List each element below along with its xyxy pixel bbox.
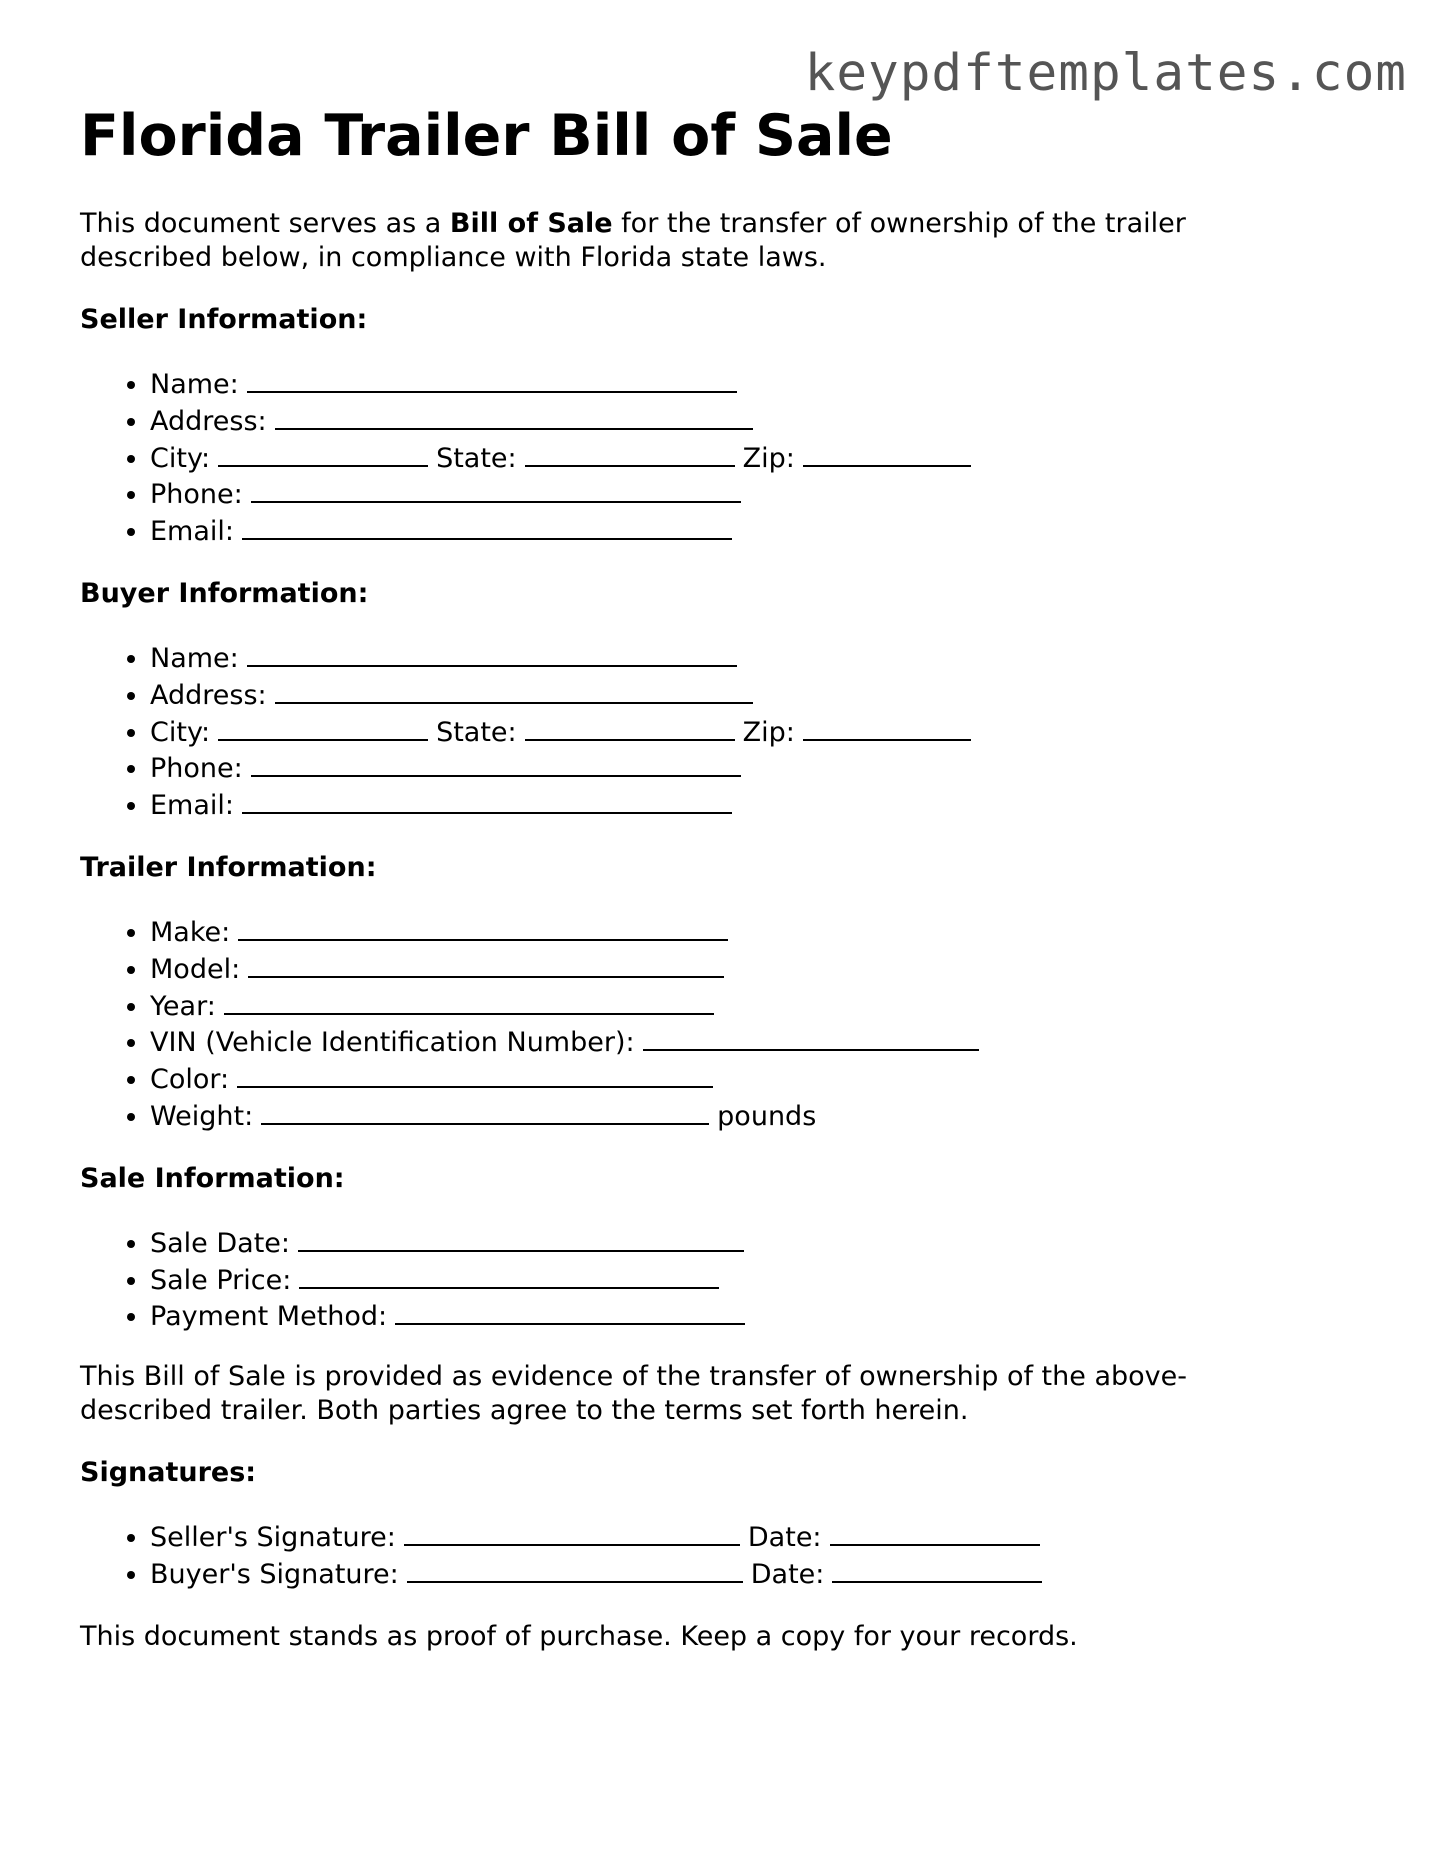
sale-date-label: Sale Date: [150,1227,291,1259]
seller-state-label: State: [436,442,517,474]
seller-email-label: Email: [150,516,235,548]
sale-date-field [150,1224,1380,1261]
seller-name-field [150,365,1380,402]
seller-phone-label: Phone: [150,479,243,511]
seller-email-field [150,512,1380,549]
buyer-email-field [150,786,1380,823]
trailer-color-label: Color: [150,1064,230,1096]
seller-city-state-zip-field [150,439,1380,476]
evidence-paragraph: This Bill of Sale is provided as evidence of the transfer of ownership of the above-described trailer. Both parties agree to the terms set forth herein. [80,1361,1187,1427]
trailer-vin-label: VIN (Vehicle Identification Number): [150,1027,635,1059]
trailer-fields [80,913,1380,1134]
buyer-address-label: Address: [150,679,267,711]
trailer-model-blank[interactable] [248,950,724,978]
seller-heading: Seller Information: [80,304,368,335]
payment-method-blank[interactable] [395,1297,745,1325]
seller-signature-field [150,1518,1380,1555]
trailer-make-field [150,913,1380,950]
seller-city-blank[interactable] [218,439,428,467]
buyer-phone-label: Phone: [150,753,243,785]
sale-heading: Sale Information: [80,1162,345,1194]
buyer-phone-field [150,749,1380,786]
buyer-email-blank[interactable] [242,786,732,814]
buyer-signature-field [150,1555,1380,1592]
signature-fields [80,1518,1380,1592]
seller-email-blank[interactable] [242,512,732,540]
trailer-weight-field [150,1097,1380,1134]
closing-paragraph: This document stands as proof of purchase. Keep a copy for your records. [80,1620,1078,1652]
seller-phone-blank[interactable] [251,475,741,503]
seller-signature-blank[interactable] [404,1518,740,1546]
seller-city-label: City: [150,442,211,474]
sale-date-blank[interactable] [298,1224,744,1252]
trailer-make-blank[interactable] [238,913,728,941]
buyer-signature-date-label: Date: [750,1558,825,1590]
trailer-weight-blank[interactable] [261,1097,709,1125]
buyer-fields [80,639,1380,823]
document-page [80,100,1380,1654]
document-title: Florida Trailer Bill of Sale [80,103,893,169]
trailer-vin-blank[interactable] [643,1023,979,1051]
buyer-name-label: Name: [150,642,239,674]
payment-method-label: Payment Method: [150,1301,388,1333]
signatures-heading: Signatures: [80,1457,257,1489]
buyer-signature-blank[interactable] [407,1555,743,1583]
trailer-model-label: Model: [150,953,241,985]
intro-text-after: for the transfer of ownership of the trailer described below, in compliance with Florida state laws. [80,208,1186,273]
payment-method-field [150,1297,1380,1334]
seller-phone-field [150,475,1380,512]
watermark-text: keypdftemplates.com [804,44,1407,103]
buyer-heading: Buyer Information: [80,577,369,609]
buyer-state-blank[interactable] [525,713,735,741]
trailer-vin-field [150,1023,1380,1060]
buyer-address-blank[interactable] [275,676,753,704]
seller-signature-date-label: Date: [747,1522,822,1554]
buyer-zip-label: Zip: [742,716,795,748]
sale-price-blank[interactable] [299,1261,719,1289]
buyer-name-field [150,639,1380,676]
trailer-year-blank[interactable] [224,987,714,1015]
buyer-phone-blank[interactable] [251,749,741,777]
buyer-email-label: Email: [150,790,235,822]
buyer-city-label: City: [150,716,211,748]
seller-zip-label: Zip: [742,442,795,474]
trailer-weight-label: Weight: [150,1100,254,1132]
seller-signature-label: Seller's Signature: [150,1522,396,1554]
buyer-city-state-zip-field [150,713,1380,750]
seller-fields [80,365,1380,549]
trailer-year-field [150,987,1380,1024]
trailer-weight-unit: pounds [717,1100,817,1132]
trailer-color-field [150,1060,1380,1097]
intro-text-before: This document serves as a [80,208,450,239]
buyer-address-field [150,676,1380,713]
buyer-state-label: State: [436,716,517,748]
intro-paragraph [80,207,1280,275]
trailer-model-field [150,950,1380,987]
seller-name-label: Name: [150,369,239,400]
seller-state-blank[interactable] [525,439,735,467]
buyer-signature-date-blank[interactable] [832,1555,1042,1583]
trailer-year-label: Year: [150,990,216,1022]
seller-name-blank[interactable] [247,365,737,393]
trailer-heading: Trailer Information: [80,851,377,883]
trailer-color-blank[interactable] [237,1060,713,1088]
buyer-signature-label: Buyer's Signature: [150,1558,399,1590]
sale-price-field [150,1261,1380,1298]
seller-signature-date-blank[interactable] [830,1518,1040,1546]
intro-text-bold: Bill of Sale [449,208,613,239]
sale-fields [80,1224,1380,1334]
trailer-make-label: Make: [150,916,231,948]
buyer-name-blank[interactable] [247,639,737,667]
seller-address-field [150,402,1380,439]
buyer-zip-blank[interactable] [803,713,971,741]
seller-address-label: Address: [150,405,267,437]
buyer-city-blank[interactable] [218,713,428,741]
sale-price-label: Sale Price: [150,1264,292,1296]
seller-zip-blank[interactable] [803,439,971,467]
seller-address-blank[interactable] [275,402,753,430]
